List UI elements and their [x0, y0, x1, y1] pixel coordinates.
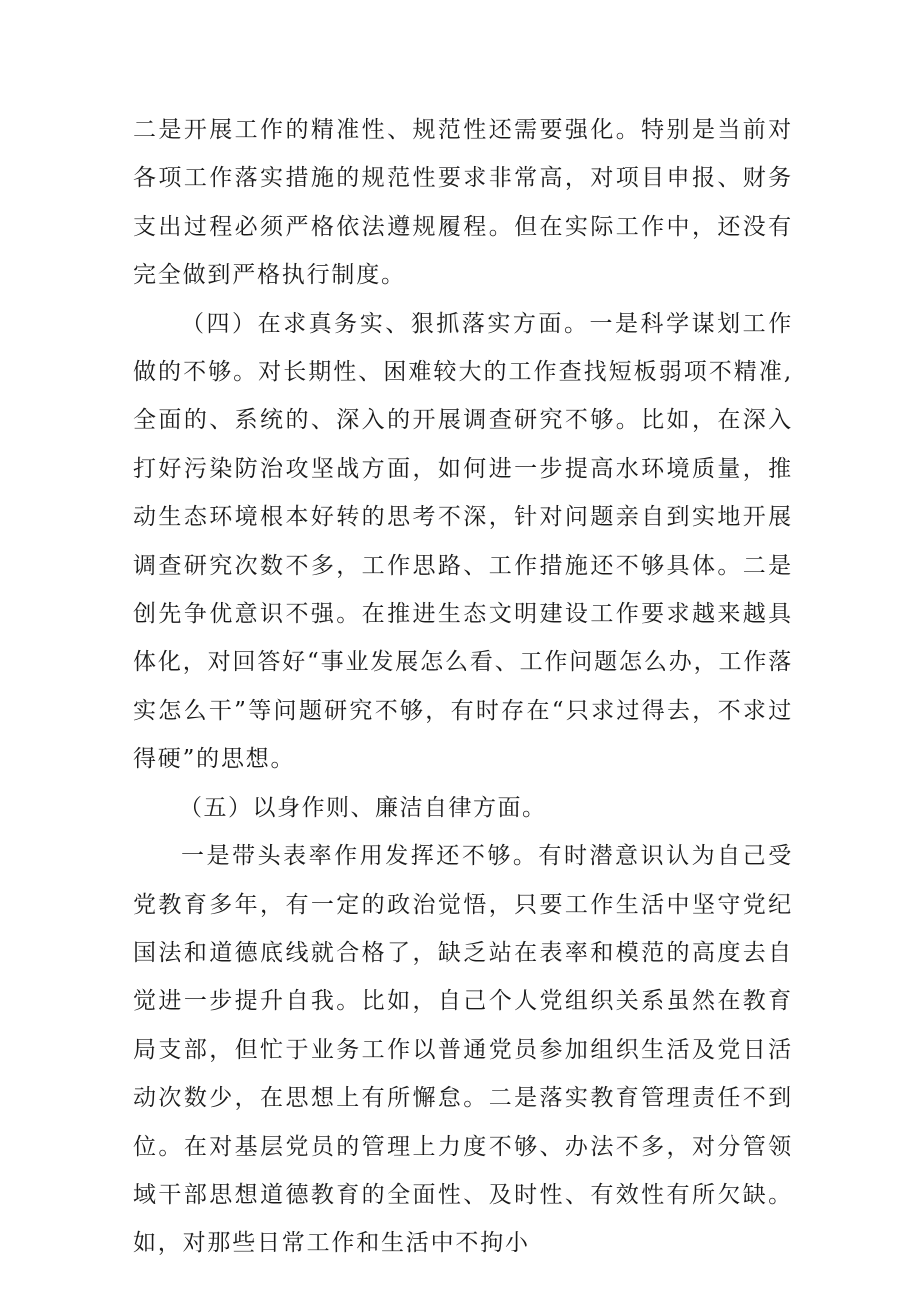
- paragraph-precision-standardization: 二是开展工作的精准性、规范性还需要强化。特别是当前对各项工作落实措施的规范性要求非常高，对项目申报、财务支出过程必须严格依法遵规履程。但在实际工作中，还没有完全做到严格执行制度。: [133, 117, 793, 289]
- section-five-heading: （五）以身作则、廉洁自律方面。: [179, 794, 547, 821]
- paragraph-section-five-body: 一是带头表率作用发挥还不够。有时潜意识认为自己受党教育多年，有一定的政治觉悟，只要工作生活中坚守党纪国法和道德底线就合格了，缺乏站在表率和模范的高度去自觉进一步提升自我。比如，自己个人党组织关系虽然在教育局支部，但忙于业务工作以普通党员参加组织生活及党日活动次数少，在思想上有所懈怠。二是落实教育管理责任不到位。在对基层党员的管理上力度不够、办法不多，对分管领域干部思想道德教育的全面性、及时性、有效性有所欠缺。如，对那些日常工作和生活中不拘小: [133, 843, 793, 1257]
- paragraph-section-four: （四）在求真务实、狠抓落实方面。一是科学谋划工作做的不够。对长期性、困难较大的工作查找短板弱项不精准,全面的、系统的、深入的开展调查研究不够。比如，在深入打好污染防治攻坚战方面，如何进一步提高水环境质量，推动生态环境根本好转的思考不深，针对问题亲自到实地开展调查研究次数不多，工作思路、工作措施还不够具体。二是创先争优意识不强。在推进生态文明建设工作要求越来越具体化，对回答好“事业发展怎么看、工作问题怎么办，工作落实怎么干”等问题研究不够，有时存在“只求过得去，不求过得硬”的思想。: [133, 310, 793, 773]
- document-body: [133, 106, 793, 1268]
